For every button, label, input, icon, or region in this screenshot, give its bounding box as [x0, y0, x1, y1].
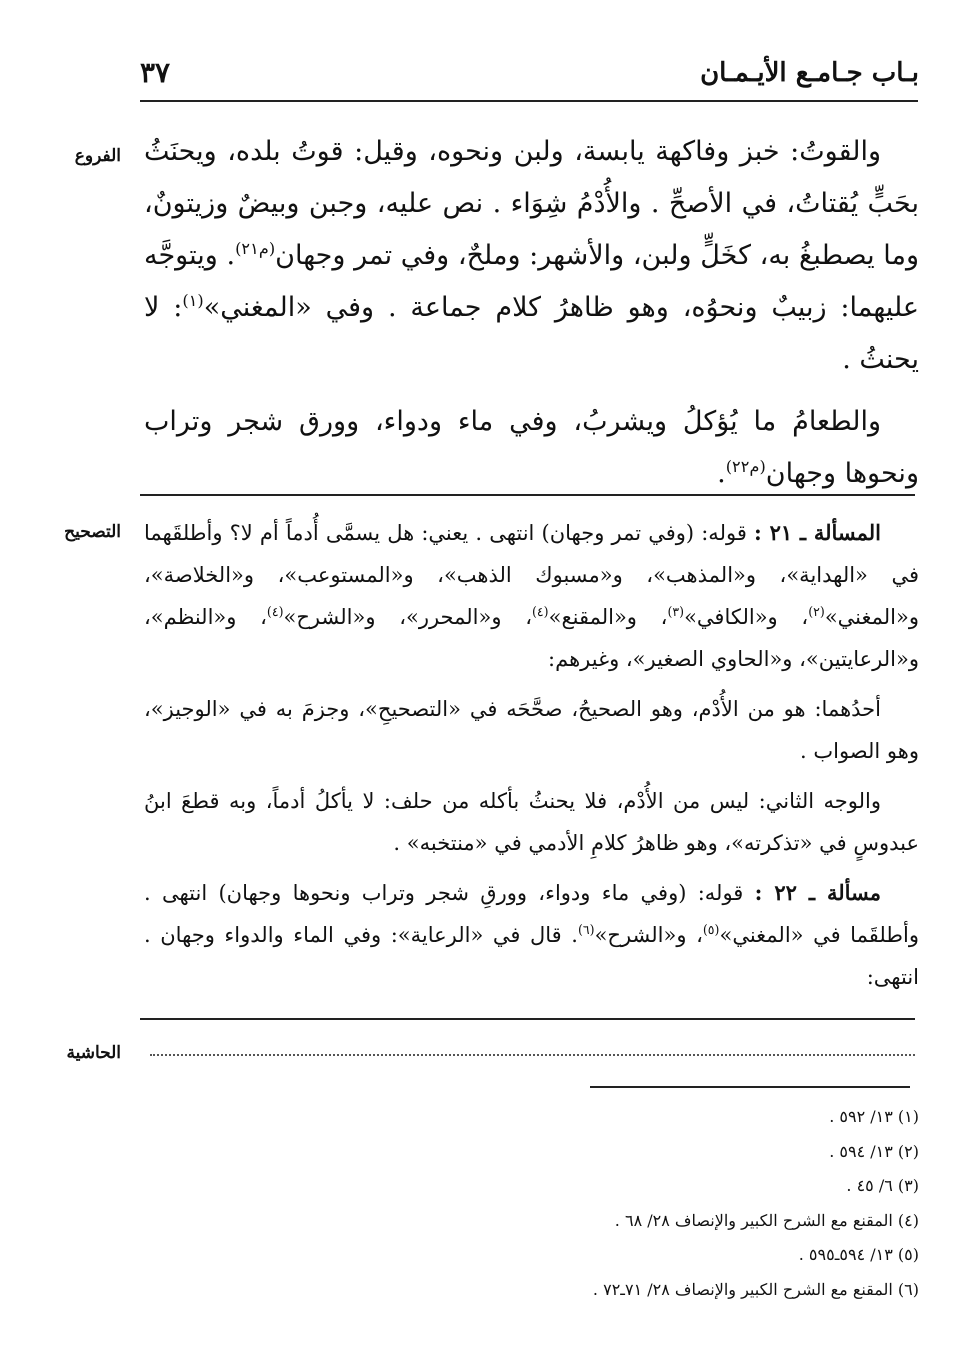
masala-22-label: مسألة ـ ٢٢ :	[754, 880, 882, 905]
side-label-furu: الفروع	[74, 146, 121, 166]
ref-m22: (م٢٢)	[725, 457, 766, 476]
chapter-title: بـاب جـامـع الأيـمـان	[700, 58, 919, 88]
footnote-6: (٦) المقنع مع الشرح الكبير والإنصاف ٢٨/ ٧١ـ٧٢ .	[592, 1279, 919, 1299]
main-text	[144, 126, 919, 500]
main-paragraph-1: والقوتُ: خبز وفاكهة يابسة، ولبن ونحوه، وقيل: قوتُ بلده، ويحنَثُ بحَبٍّ يُقتاتُ، في الأصحِّ . والأُدْمُ شِوَاء . نص عليه، وجبن وبيضٌ وزيتونٌ، وما يصطبغُ به، كخَلٍّ ولبن، والأشهر: وملحٌ، وفي تمر وجهان$^{(م٢١)}$. ويتوجَّه عليهما: زبيبٌ ونحوُه، وهو ظاهرُ كلام جماعة . وفي «المغني»$^{(١)}$: لا يحنثُ .	[144, 136, 920, 375]
footnotes	[419, 1100, 919, 1307]
side-label-tashih: التصحيح	[64, 522, 121, 542]
tashih-text	[144, 512, 919, 998]
masala-21-label: المسألة ـ ٢١ :	[754, 520, 881, 545]
masala-21: المسألة ـ ٢١ : قوله: (وفي تمر وجهان) انتهى . يعني: هل يسمَّى أُدماً أم لا؟ وأطلقَهما في «الهداية»، و«المذهب»، و«مسبوك الذهب»، و«المستوعب»، و«الخلاصة»، و«المغني»$^{(٢)}$، و«الكافي»$^{(٣)}$، و«المقنع»$^{(٤)}$، و«المحرر»، و«الشرح»$^{(٤)}$، و«النظم»، و«الرعايتين»، و«الحاوي الصغير»، وغيرهم:	[144, 520, 919, 671]
hashiya-rule	[140, 1018, 915, 1020]
footnote-3: (٣) ٦/ ٤٥ .	[846, 1176, 919, 1195]
ref-1: (١)	[182, 291, 204, 310]
page-number: ٣٧	[140, 56, 171, 89]
footnote-4: (٤) المقنع مع الشرح الكبير والإنصاف ٢٨/ ٦٨ .	[614, 1210, 919, 1230]
footnote-1: (١) ١٣/ ٥٩٢ .	[829, 1107, 919, 1126]
hashiya-dotted-line	[150, 1040, 915, 1056]
ref-m21: (م٢١)	[235, 239, 276, 258]
side-label-hashiya: الحاشية	[66, 1043, 121, 1063]
footnote-rule	[590, 1086, 910, 1088]
first-opinion: أحدُهما: هو من الأُدْم، وهو الصحيحُ، صحَّحَه في «التصحيحِ»، وجزمَ به في «الوجيز»، وهو الصواب .	[144, 697, 919, 763]
main-paragraph-2: والطعامُ ما يُؤكلُ ويشربُ، وفي ماء ودواء، وورق شجر وتراب ونحوها وجهان$^{(م٢٢)}$.	[144, 406, 919, 489]
second-opinion: والوجه الثاني: ليس من الأُدْم، فلا يحنثُ بأكله من حلف: لا يأكلُ أدماً، وبه قطعَ ابنُ عبدوسٍ في «تذكرته»، وهو ظاهرُ كلامِ الأدمي في «منتخبه» .	[144, 789, 919, 855]
footnote-5: (٥) ١٣/ ٥٩٤ـ٥٩٥ .	[798, 1245, 919, 1264]
footnote-2: (٢) ١٣/ ٥٩٤ .	[829, 1141, 919, 1161]
masala-22: مسألة ـ ٢٢ : قوله: (وفي ماء ودواء، وورقِ شجر وتراب ونحوها وجهان) انتهى . وأطلقَما في «المغني»$^{(٥)}$، و«الشرح»$^{(٦)}$. قال في «الرعاية»: وفي الماء والدواء وجهان . انتهى:	[144, 880, 919, 989]
section-rule	[140, 494, 915, 496]
header-rule	[140, 100, 918, 102]
